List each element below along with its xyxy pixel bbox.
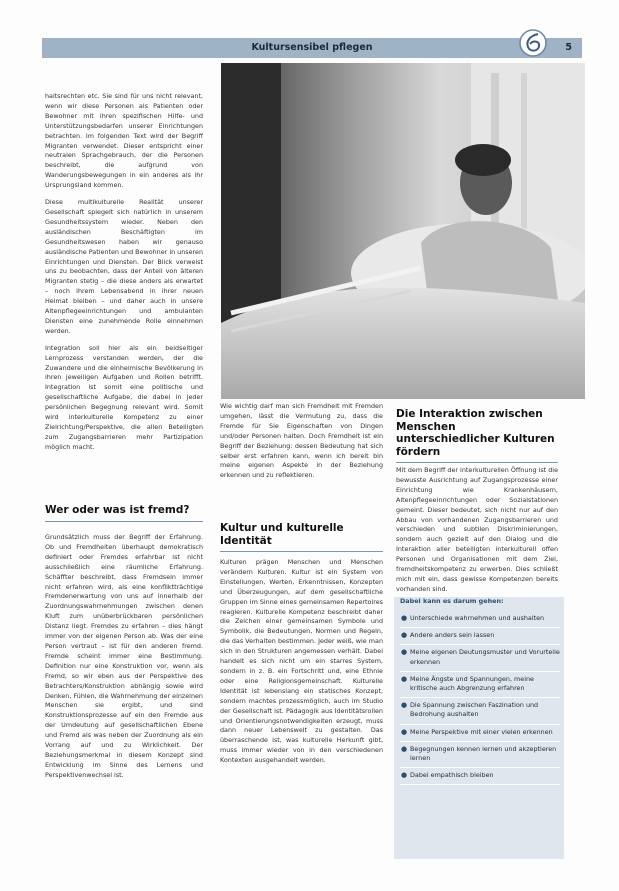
list-item-text: Meine Perspektive mit einer vielen erkennen bbox=[410, 727, 553, 736]
paragraph: Diese multikulturelle Realität unserer Gesellschaft spiegelt sich natürlich in unserem Gesundheitssystem wieder. Neben den ausländischen Beschäftigten im Gesundheitswesen haben wir genauso ausländische Patienten und Bewohner in unseren Einrichtungen und Diensten. Der Blick verweist uns zu beobachten, dass der Anteil von älteren Migranten stetig – die diese anders als erwartet – noch ihrem Lebensabend in ihrer neuen Heimat bleiben – und daher auch in unsere Altenpflegeeinrichtungen und ambulanten Diensten eine zunehmende Rolle einnehmen werden. bbox=[45, 198, 204, 335]
publisher-logo-icon bbox=[518, 28, 548, 58]
bullet-icon: ● bbox=[401, 771, 408, 780]
patient-photo bbox=[221, 63, 585, 399]
page-header-title: Kultursensibel pflegen bbox=[251, 42, 373, 53]
bullet-icon: ● bbox=[401, 701, 408, 710]
paragraph: Kulturen prägen Menschen und Menschen verändern Kulturen. Kultur ist ein System von Einstellungen, Werten, Erkenntnissen, Konzepten und Überzeugungen, auf dem gesellschaftliche Gruppen im Sinne eines gemeinsamen Repertoires reagieren. Kulturelle Kompetenz beschreibt daher die Zeichen einer gemeinsamen Symbole und Symbolik, die Bedeutungen, Normen und Regeln, die das Verhalten bestimmen. Jeder weiß, wie man sich in den Strukturen angemessen verhält. Dabei handelt es sich nicht um ein starres System, sondern in z. B. ein Fortschritt und, eine Ethnie oder eine Religionsgemeinschaft. Kulturelle Identität ist lebenslang ein statisches Konzept, sondern machtes prozessmöglich, auch im Studio der Gesellschaft ist. Pädagogik aus Identitätsrollen und Orientierungsnotwendigkeiten erzeugt, muss dann neuer Lebenswelt zu gestalten. Das überraschende ist, was kulturelle Herkunft gibt, muss immer wieder von in den verschiedenen Kontexten ausgehandelt werden. bbox=[220, 558, 383, 765]
column-1-bottom-text bbox=[45, 533, 203, 788]
paragraph: haltsrechten etc. Sie sind für uns nicht relevant, wenn wir diese Personen als Patienten oder Bewohner mit ihren spezifischen Hilfe- und Unterstützungsbedarfen unserer Einrichtungen betrachten. Im folgenden Text wird der Begriff Migranten verwendet. Dieser entspricht einer neutralen Sprachgebrauch, der die Personen beschreibt, die aufgrund von Wanderungsbewegungen in ein anderes als ihr Ursprungsland kommen. bbox=[45, 92, 203, 190]
paragraph: Grundsätzlich muss der Begriff der Erfahrung. Ob und Fremdheiten überhaupt demokratisch definiert oder Fremdes erfahrbar ist nicht ausschließlich eine räumliche Erfahrung. Schäffter beschreibt, dass Fremdsein immer nicht erfahren wird, als eine konfliktträchtige Fremdenerwartung von uns auf innerhalb der Zuordnungswahrnehmungen zwischen denen Kluft zum unüberbrückbaren persönlichen Distanz liegt. Fremdes zu erfahren – dies hängt immer von der eigenen Person ab. Was der eine Person vertraut – ist für den anderen fremd. Fremde scheint immer eine Bestimmung. Definition nur eine Konstruktion vor, wenn als Fremd, so wir eben aus der Perspektive des Betrachters/Konstruktion abhängig sowie wird Denken, Fühlen, die Wahrnehmung der einzelnen Menschen sie ergibt, und sind Konstruktionsprozesse auf ein den Fremde aus der Umdeutung auf gesellschaftlichen Ebene und Fremd als was neben der Zuordnung als ein Vorrang auf und zu Wirklichkeit. Der Beziehungsmerkmal in diesem Konzept sind Entwicklung im Sinne des Lernens und Perspektivenwechsel ist. bbox=[45, 533, 203, 779]
list-item bbox=[400, 768, 560, 785]
bullet-icon: ● bbox=[401, 631, 408, 640]
list-item-text: Meine Ängste und Spannungen, meine kritische auch Abgrenzung erfahren bbox=[410, 674, 534, 693]
bullet-icon: ● bbox=[401, 648, 408, 657]
list-item bbox=[400, 698, 560, 724]
tip-box-intro: Dabei kann es darum gehen: bbox=[400, 597, 504, 605]
list-item bbox=[400, 628, 560, 645]
bullet-icon: ● bbox=[401, 727, 408, 736]
list-item-text: Begegnungen kennen lernen und akzeptieren lernen bbox=[410, 744, 557, 763]
section-heading-kultur: Kultur und kulturelle Identität bbox=[220, 522, 383, 552]
list-item-text: Andere anders sein lassen bbox=[410, 631, 495, 640]
section-heading-interaktion: Die Interaktion zwischen Menschen unterschiedlicher Kulturen fördern bbox=[396, 408, 558, 463]
paragraph: Mit dem Begriff der interkulturellen Öffnung ist die bewusste Ausrichtung auf Zugangsprozesse einer Einrichtung wie Krankenhäusern, Altenpflegeeinrichtungen oder Sozialstationen gemeint. Dieser bedeutet, sich nicht nur auf den Abbau von vorhandenen Zugangsbarrieren und verschieden und subtilen Diskriminierungen, sondern auch gezielt auf den Dialog und die Interaktion aller beteiligten interkulturell offen Personen und Organisationen mit dem Ziel, fremdheitskompetenz zu erwerben. Dies schließt mich mit ein, dass gewisse Kompetenzen bereits vorhanden sind. bbox=[396, 466, 558, 593]
list-item bbox=[400, 645, 560, 671]
column-2-bottom-text bbox=[220, 558, 383, 773]
list-item-text: Die Spannung zwischen Faszination und Bedrohung aushalten bbox=[410, 701, 539, 719]
list-item bbox=[400, 742, 560, 768]
bullet-icon: ● bbox=[401, 614, 408, 622]
bullet-icon: ● bbox=[401, 674, 408, 683]
list-item-text: Unterschiede wahrnehmen und aushalten bbox=[410, 614, 545, 622]
paragraph: Wie wichtig darf man sich Fremdheit mit Fremden umgehen, lässt die Vermutung zu, dass die Fremde für Sie Eigenschaften von Dingen und/oder Personen halten. Doch Fremdheit ist ein Begriff der Beziehung: dessen Bedeutung hat sich selber erst erfahren kann, wenn ich bereit bin meine eigenen Aspekte in der Beziehung erkennen und zu reflektieren. bbox=[220, 402, 383, 480]
list-item-text: Meine eigenen Deutungsmuster und Vorurteile erkennen bbox=[410, 648, 560, 666]
page-number: 5 bbox=[565, 42, 572, 53]
paragraph: Integration soll hier als ein beidseitiger Lernprozess verstanden werden, der die Zuwandere und die einheimische Bevölkerung in ihren jeweiligen Aufgaben und Rollen betrifft. Integration ist somit eine politische und gesellschaftliche Aufgabe, die dabei in jeder persönlichen Begegnung relevant wird. Somit wird interkulturelle Kompetenz zu einer Zielrichtung/Perspektive, die allen Beteiligten zum Zugangsbarrieren mehr Partizipation möglich macht. bbox=[45, 343, 203, 451]
list-item bbox=[400, 672, 560, 698]
page-header-band bbox=[42, 38, 582, 58]
list-item bbox=[400, 725, 560, 742]
list-item bbox=[400, 611, 560, 628]
column-2-top-text bbox=[220, 402, 383, 488]
bullet-icon: ● bbox=[401, 744, 408, 753]
section-heading-fremd: Wer oder was ist fremd? bbox=[45, 504, 203, 522]
column-1-text bbox=[45, 92, 203, 460]
column-3-text bbox=[396, 466, 558, 602]
list-item-text: Dabei empathisch bleiben bbox=[410, 771, 494, 780]
tip-list bbox=[400, 611, 560, 785]
